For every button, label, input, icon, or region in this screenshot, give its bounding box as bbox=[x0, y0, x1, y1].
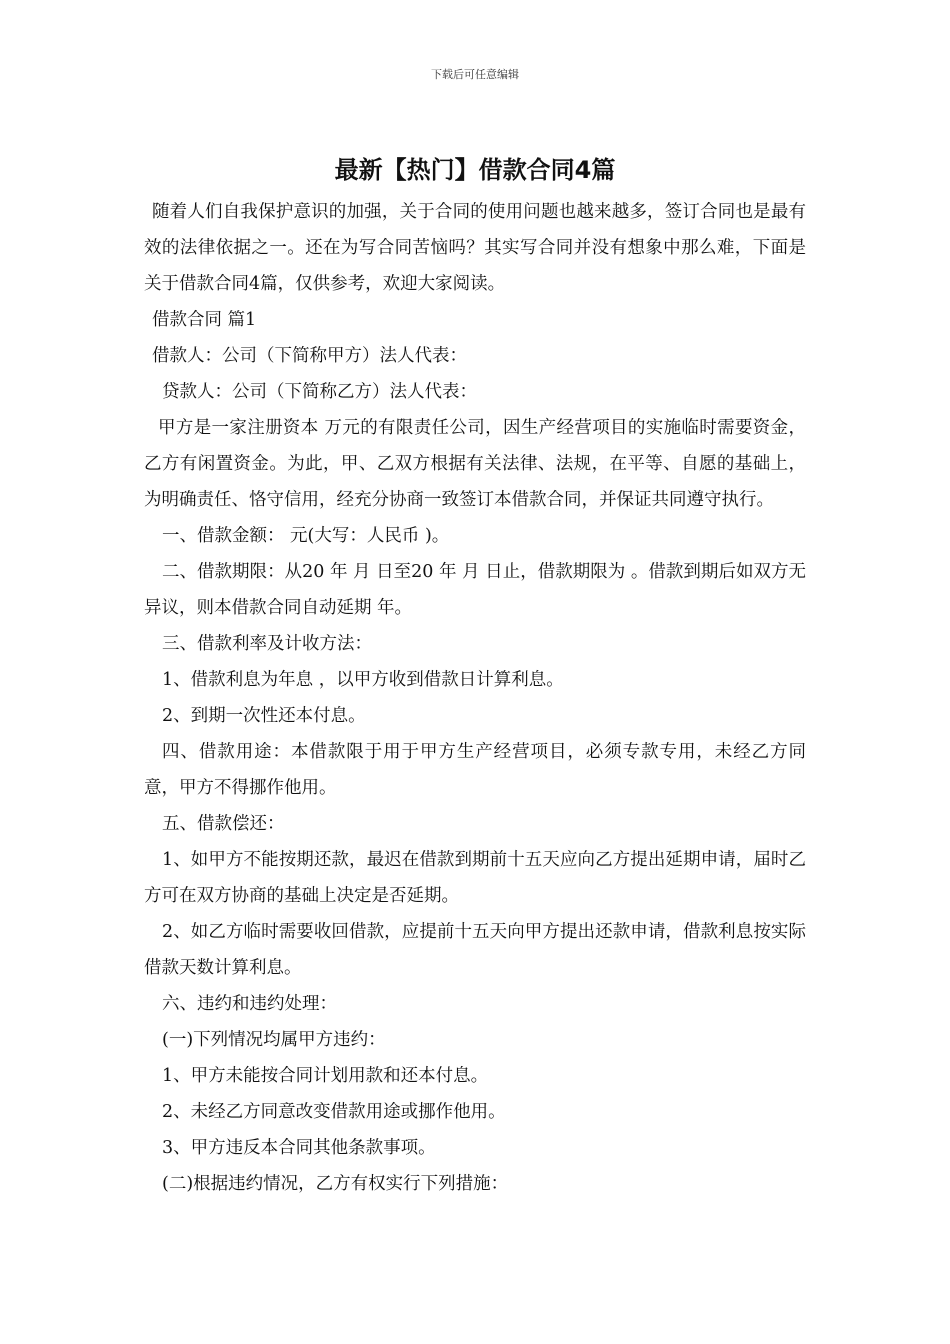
clause-2: 二、借款期限：从20 年 月 日至20 年 月 日止，借款期限为 。借款到期后如双方无异议，则本借款合同自动延期 年。 bbox=[144, 562, 806, 618]
clause-5-1: 1、如甲方不能按期还款，最迟在借款到期前十五天应向乙方提出延期申请，届时乙方可在双方协商的基础上决定是否延期。 bbox=[144, 850, 806, 906]
section-label: 借款合同 篇1 bbox=[152, 310, 257, 330]
intro-paragraph: 随着人们自我保护意识的加强，关于合同的使用问题也越来越多，签订合同也是最有效的法律依据之一。还在为写合同苦恼吗？其实写合同并没有想象中那么难，下面是关于借款合同4篇，仅供参考，欢迎大家阅读。 bbox=[144, 202, 806, 294]
clause-6-a-2: 2、未经乙方同意改变借款用途或挪作他用。 bbox=[162, 1102, 506, 1122]
clause-6: 六、违约和违约处理： bbox=[162, 994, 337, 1014]
clause-3: 三、借款利率及计收方法： bbox=[162, 634, 372, 654]
preamble-paragraph: 甲方是一家注册资本 万元的有限责任公司，因生产经营项目的实施临时需要资金，乙方有闲置资金。为此，甲、乙双方根据有关法律、法规，在平等、自愿的基础上，为明确责任、恪守信用，经充分协商一致签订本借款合同，并保证共同遵守执行。 bbox=[144, 418, 806, 510]
document-body bbox=[144, 194, 806, 1202]
header-note: 下载后可任意编辑 bbox=[431, 68, 519, 81]
lender-line: 贷款人：公司（下简称乙方）法人代表： bbox=[162, 382, 477, 402]
clause-1: 一、借款金额： 元(大写：人民币 )。 bbox=[162, 526, 450, 546]
clause-3-2: 2、到期一次性还本付息。 bbox=[162, 706, 366, 726]
clause-6-a-1: 1、甲方未能按合同计划用款和还本付息。 bbox=[162, 1066, 489, 1086]
clause-6-b: (二)根据违约情况，乙方有权实行下列措施： bbox=[162, 1174, 509, 1194]
clause-5-2: 2、如乙方临时需要收回借款，应提前十五天向甲方提出还款申请，借款利息按实际借款天数计算利息。 bbox=[144, 922, 806, 978]
clause-5: 五、借款偿还： bbox=[162, 814, 285, 834]
clause-3-1: 1、借款利息为年息 ，以甲方收到借款日计算利息。 bbox=[162, 670, 564, 690]
clause-6-a: (一)下列情况均属甲方违约： bbox=[162, 1030, 386, 1050]
document-title: 最新【热门】借款合同4篇 bbox=[334, 156, 616, 184]
borrower-line: 借款人：公司（下简称甲方）法人代表： bbox=[152, 346, 467, 366]
clause-4: 四、借款用途：本借款限于用于甲方生产经营项目，必须专款专用，未经乙方同意，甲方不得挪作他用。 bbox=[144, 742, 806, 798]
clause-6-a-3: 3、甲方违反本合同其他条款事项。 bbox=[162, 1138, 436, 1158]
